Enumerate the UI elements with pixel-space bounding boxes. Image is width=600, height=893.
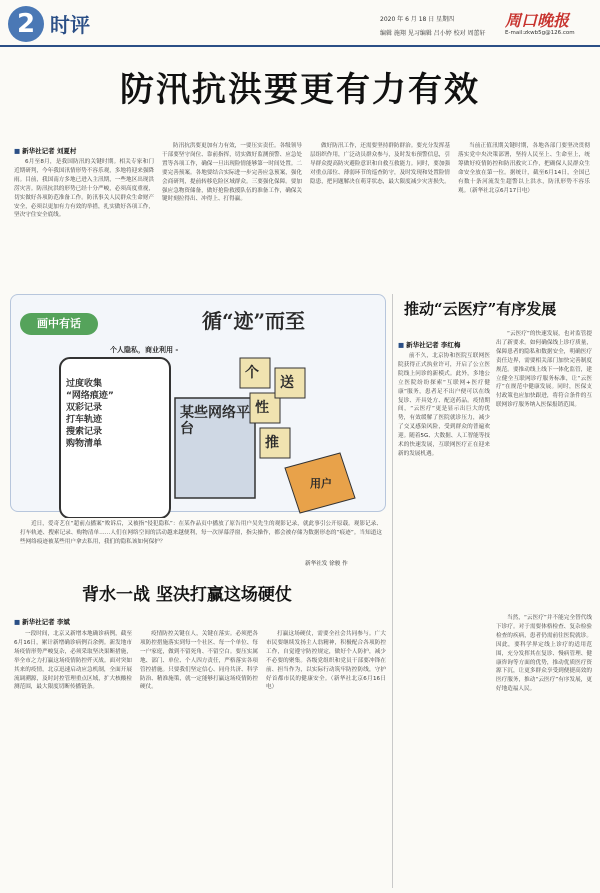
phone-header: 个人隐私，商业利用 - <box>110 346 179 354</box>
second-column-2: 疫情防控关键在人，关键在落实。必须把各项防控措施落实到每一个社区、每一个单位、每一户家庭，做到不留死角、不留空白。要压实属地、部门、单位、个人四方责任，严格落实各项管控措施。只要我们坚定信心、同舟共济、科学防治、精准施策，就一定能够打赢这场疫情防控硬仗。 <box>140 631 258 691</box>
cartoon-credit: 新华社发 徐骏 作 <box>305 561 348 567</box>
phone-labels <box>66 378 166 450</box>
block-text-3: 推 <box>265 435 279 451</box>
phone-label: “网络痕迹” <box>66 391 114 401</box>
lead-column-1: 6月至8月，是我国防汛的关键时期。相关专家和门近期研判，今年我国汛情形势不容乐观，多地将迎来强降雨。目前，我国南方多地已进入主汛期，一些地区出现洪涝灾害。防汛抗洪的形势已经十分严峻，必须高度重视，切实做好各项防范准备工作。防汛事关人民群众生命财产安全，必须以更加有力有效的举措，扎实做好各项工作，坚决守住安全底线。 <box>14 159 154 219</box>
phone-label: 打车轨迹 <box>66 415 103 425</box>
lead-headline: 防汛抗洪要更有力有效 <box>120 70 480 110</box>
second-byline: ■ 新华社记者 李斌 <box>14 617 70 626</box>
header-rule <box>0 45 600 47</box>
phone-label: 过度收集 <box>66 379 103 389</box>
issue-date: 2020 年 6 月 18 日 星期四 <box>380 16 455 23</box>
contact-email: E-mail:zkwb5g@126.com <box>505 30 575 36</box>
section-title: 时评 <box>50 13 90 37</box>
cartoon-tag: 画中有话 <box>20 313 98 335</box>
block-text-4: 送 <box>280 375 294 391</box>
third-headline: 推动“云医疗”有序发展 <box>404 300 557 318</box>
second-column-3: 打赢这场硬仗，需要全社会共同参与。广大市民要继续发扬主人翁精神，积极配合各项防控工作，自觉遵守防控规定，做好个人防护，减少不必要的聚集。各级党组织和党员干部要冲锋在前、担当作为，以实际行动筑牢防控防线，守护好首都市民的健康安全。（新华社北京6月16日电） <box>266 631 386 691</box>
third-column-1: 前不久，北京协和医院互联网医院获得正式执业许可，开启了公立医院线上问诊的新模式。此外，多地公立医院纷纷探索“互联网+医疗健康”服务，患者足不出户便可以在线复诊、开具处方、配送药品。疫情期间，“云医疗”更是显示出巨大的优势，有效缓解了医院就诊压力，减少了交叉感染风险，受到群众的普遍欢迎。随着5G、大数据、人工智能等技术的快速发展，互联网医疗正在迎来新的发展机遇。 <box>398 353 490 457</box>
third-byline: ■ 新华社记者 李红梅 <box>398 340 460 349</box>
block-text-1: 个 <box>245 365 259 381</box>
lead-column-2: 防汛抗洪要更加有力有效，一要压实责任。各级领导干部要坚守岗位、靠前指挥，切实做好监测预警、应急处置等各项工作，确保一旦出现险情能够第一时间处置。二要完善预案。各地要结合实际进一步完善应急预案，强化会商研判，提前转移危险区域群众。三要强化保障。要加强应急物资储备，做好抢险救援队伍的准备工作，确保关键时刻拉得出、冲得上、打得赢。 <box>162 143 302 203</box>
third-column-2: “云医疗”的快速发展，也对监管提出了新要求。如何确保线上诊疗质量，保障患者的隐私和数据安全，明确医疗责任边界，需要相关部门加快完善制度规范。要推动线上线下一体化监管，建立健全互联网诊疗服务标准，让“云医疗”在规范中健康发展。同时，医保支付政策也应加快跟进，将符合条件的互联网诊疗服务纳入医保报销范围。 <box>496 331 592 409</box>
page-number-badge: 2 <box>8 6 44 42</box>
cartoon-caption: 近日，爱奇艺在“超前点播案”败诉后，又被指“侵犯隐私”：在某作品页中播放了原告用户吴先生的观影记录，就此事引公开原载。观影记录、打车轨迹、搜索记录、购物清单……人们在网络空间的活动越来越便利，每一次屏幕浮窗，指尖操作，都会被存储为数据形态的“痕迹”。当知道这些网络痕迹被某些用户拿去私用，我们的隐私该如何保护？ <box>20 521 382 545</box>
second-column-1: 一段时间，北京又新增本地确诊病例，截至6月16日，累计新增确诊病例百余例。新发地市场疫情形势严峻复杂，必须采取坚决果断措施，举全市之力打赢这场疫情防控歼灭战。面对突如其来的疫情，北京迅速启动应急机制，全面开展流调溯源，及时封控管理重点区域，扩大核酸检测范围，最大限度切断传播链条。 <box>14 631 132 691</box>
column-divider <box>392 294 393 888</box>
lead-column-3: 做好防汛工作，还需要坚持群防群治。要充分发挥基层组织作用，广泛动员群众参与，及时发布预警信息，引导群众提高防灾避险意识和自救互救能力。同时，要加强对重点部位、薄弱环节的巡查防守，及时发现和处置险情隐患，把问题解决在萌芽状态，最大限度减少灾害损失。 <box>310 143 450 185</box>
block-text-2: 性 <box>255 400 269 416</box>
cartoon-title: 循“迹”而至 <box>202 309 306 333</box>
phone-label: 搜索记录 <box>66 427 103 437</box>
third-column-3: 当然，“云医疗”并不能完全替代线下诊疗。对于需要体格检查、复杂检验检查的疾病，患者仍需前往医院就诊。因此，要科学界定线上诊疗的适用范围，充分发挥其在复诊、慢病管理、健康咨询等方面的优势，推动优质医疗资源下沉，让更多群众享受到便捷高效的医疗服务，推动“云医疗”有序发展，更好地造福人民。 <box>496 615 592 693</box>
user-label: 用户 <box>310 477 332 490</box>
platform-label: 某些网络平台 <box>180 405 250 437</box>
lead-byline: ■ 新华社记者 刘夏村 <box>14 146 76 155</box>
newspaper-logo: 周口晚报 <box>505 11 570 30</box>
phone-label: 双彩记录 <box>66 403 103 413</box>
editor-credits: 编辑 施翔 见习编辑 吕小婷 校对 周蕾轩 <box>380 30 486 37</box>
phone-label: 购物清单 <box>66 439 103 449</box>
second-headline: 背水一战 坚决打赢这场硬仗 <box>82 585 292 605</box>
lead-column-4: 当前正值汛期关键时期，各地各部门要坚决贯彻落实党中央决策部署，坚持人民至上、生命至上，统筹做好疫情防控和防汛救灾工作，把确保人民群众生命安全放在第一位。据统计，截至6月14日，全国已有数十条河流发生超警以上洪水，防汛形势不容乐观。（新华社北京6月17日电） <box>458 143 590 194</box>
